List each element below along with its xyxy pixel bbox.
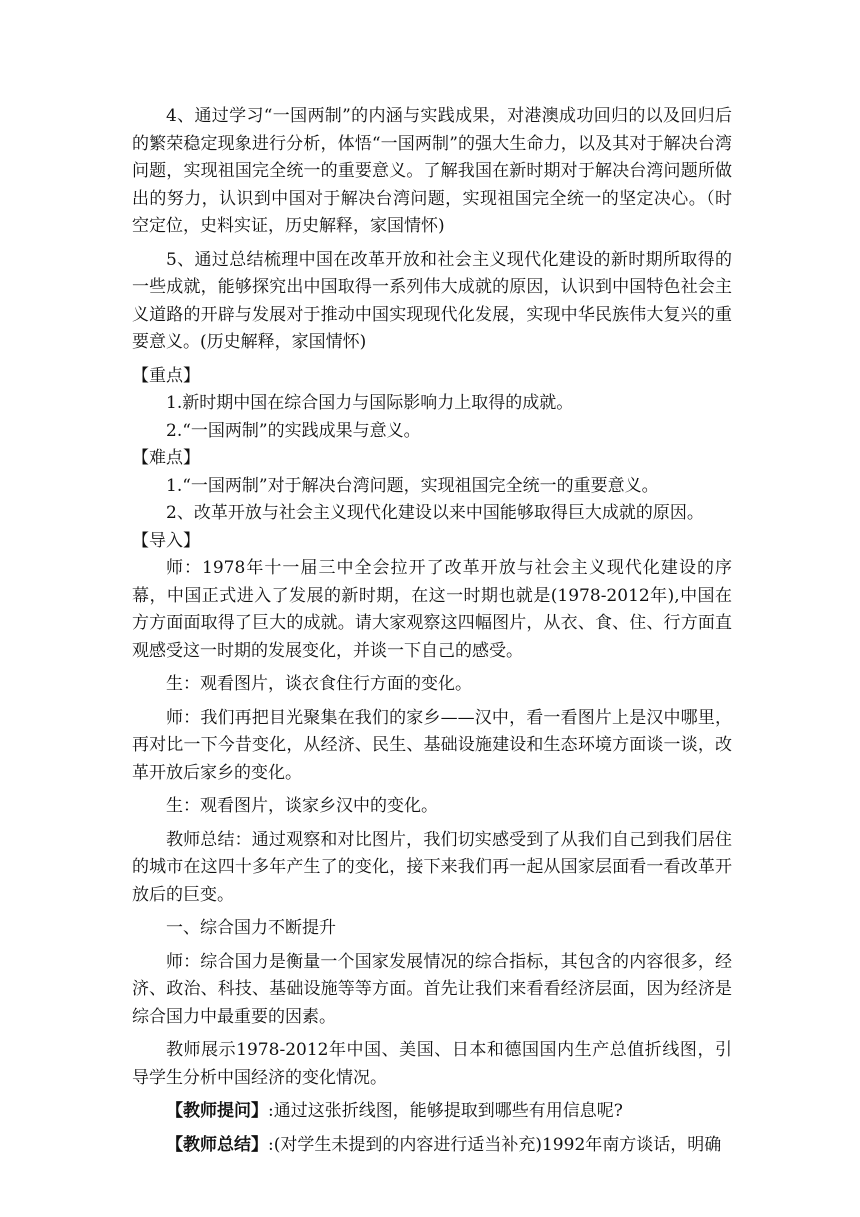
teacher-question-text: :通过这张折线图，能够提取到哪些有用信息呢? (268, 1101, 623, 1121)
section-1-paragraph-1: 师：综合国力是衡量一个国家发展情况的综合指标，其包含的内容很多，经济、政治、科技、基础设施等等方面。首先让我们来看看经济层面，因为经济是综合国力中最重要的因素。 (132, 951, 732, 1027)
section-1-title: 一、综合国力不断提升 (166, 918, 336, 938)
intro-paragraph-5: 教师总结：通过观察和对比图片，我们切实感受到了从我们自己到我们居住的城市在这四十多年产生了的变化，接下来我们再一起从国家层面看一看改革开放后的巨变。 (132, 829, 732, 905)
objective-4: 4、通过学习“一国两制”的内涵与实践成果，对港澳成功回归的以及回归后的繁荣稳定现象进行分析，体悟“一国两制”的强大生命力，以及其对于解决台湾问题，实现祖国完全统一的重要意义。了解我国在新时期对于解决台湾问题所做出的努力，认识到中国对于解决台湾问题，实现祖国完全统一的坚定决心。（时空定位，史料实证，历史解释，家国情怀) (132, 106, 732, 236)
intro-heading: 【导入】 (132, 530, 200, 551)
key-point-1: 1.新时期中国在综合国力与国际影响力上取得的成就。 (166, 393, 574, 413)
difficult-point-2: 2、改革开放与社会主义现代化建设以来中国能够取得巨大成就的原因。 (166, 503, 704, 523)
teacher-question-label: 【教师提问】 (166, 1101, 268, 1121)
teacher-summary-text: :(对学生未提到的内容进行适当补充)1992年南方谈话，明确 (268, 1134, 722, 1155)
intro-paragraph-2: 生：观看图片，谈衣食住行方面的变化。 (166, 674, 472, 694)
teacher-summary (132, 1132, 732, 1160)
key-point-2: 2.“一国两制”的实践成果与意义。 (166, 420, 421, 441)
key-points-heading: 【重点】 (132, 365, 200, 386)
difficult-points-heading: 【难点】 (132, 448, 200, 468)
intro-paragraph-4: 生：观看图片，谈家乡汉中的变化。 (166, 796, 438, 816)
intro-paragraph-3: 师：我们再把目光聚集在我们的家乡——汉中，看一看图片上是汉中哪里，再对比一下今昔变化，从经济、民生、基础设施建设和生态环境方面谈一谈，改革开放后家乡的变化。 (132, 707, 732, 783)
teacher-question (132, 1098, 732, 1126)
objective-5: 5、通过总结梳理中国在改革开放和社会主义现代化建设的新时期所取得的一些成就，能够探究出中国取得一系列伟大成就的原因，认识到中国特色社会主义道路的开辟与发展对于推动中国实现现代化发展，实现中华民族伟大复兴的重要意义。(历史解释，家国情怀) (132, 249, 732, 352)
intro-paragraph-1: 师：1978年十一届三中全会拉开了改革开放与社会主义现代化建设的序幕，中国正式进入了发展的新时期，在这一时期也就是(1978-2012年),中国在方方面面取得了巨大的成就。请大家观察这四幅图片，从衣、食、住、行方面直观感受这一时期的发展变化，并谈一下自己的感受。 (132, 558, 732, 661)
teacher-summary-label: 【教师总结】 (166, 1134, 268, 1155)
section-1-paragraph-2: 教师展示1978-2012年中国、美国、日本和德国国内生产总值折线图，引导学生分析中国经济的变化情况。 (132, 1040, 732, 1088)
difficult-point-1: 1.“一国两制”对于解决台湾问题，实现祖国完全统一的重要意义。 (166, 475, 659, 496)
document-body (132, 103, 732, 1159)
